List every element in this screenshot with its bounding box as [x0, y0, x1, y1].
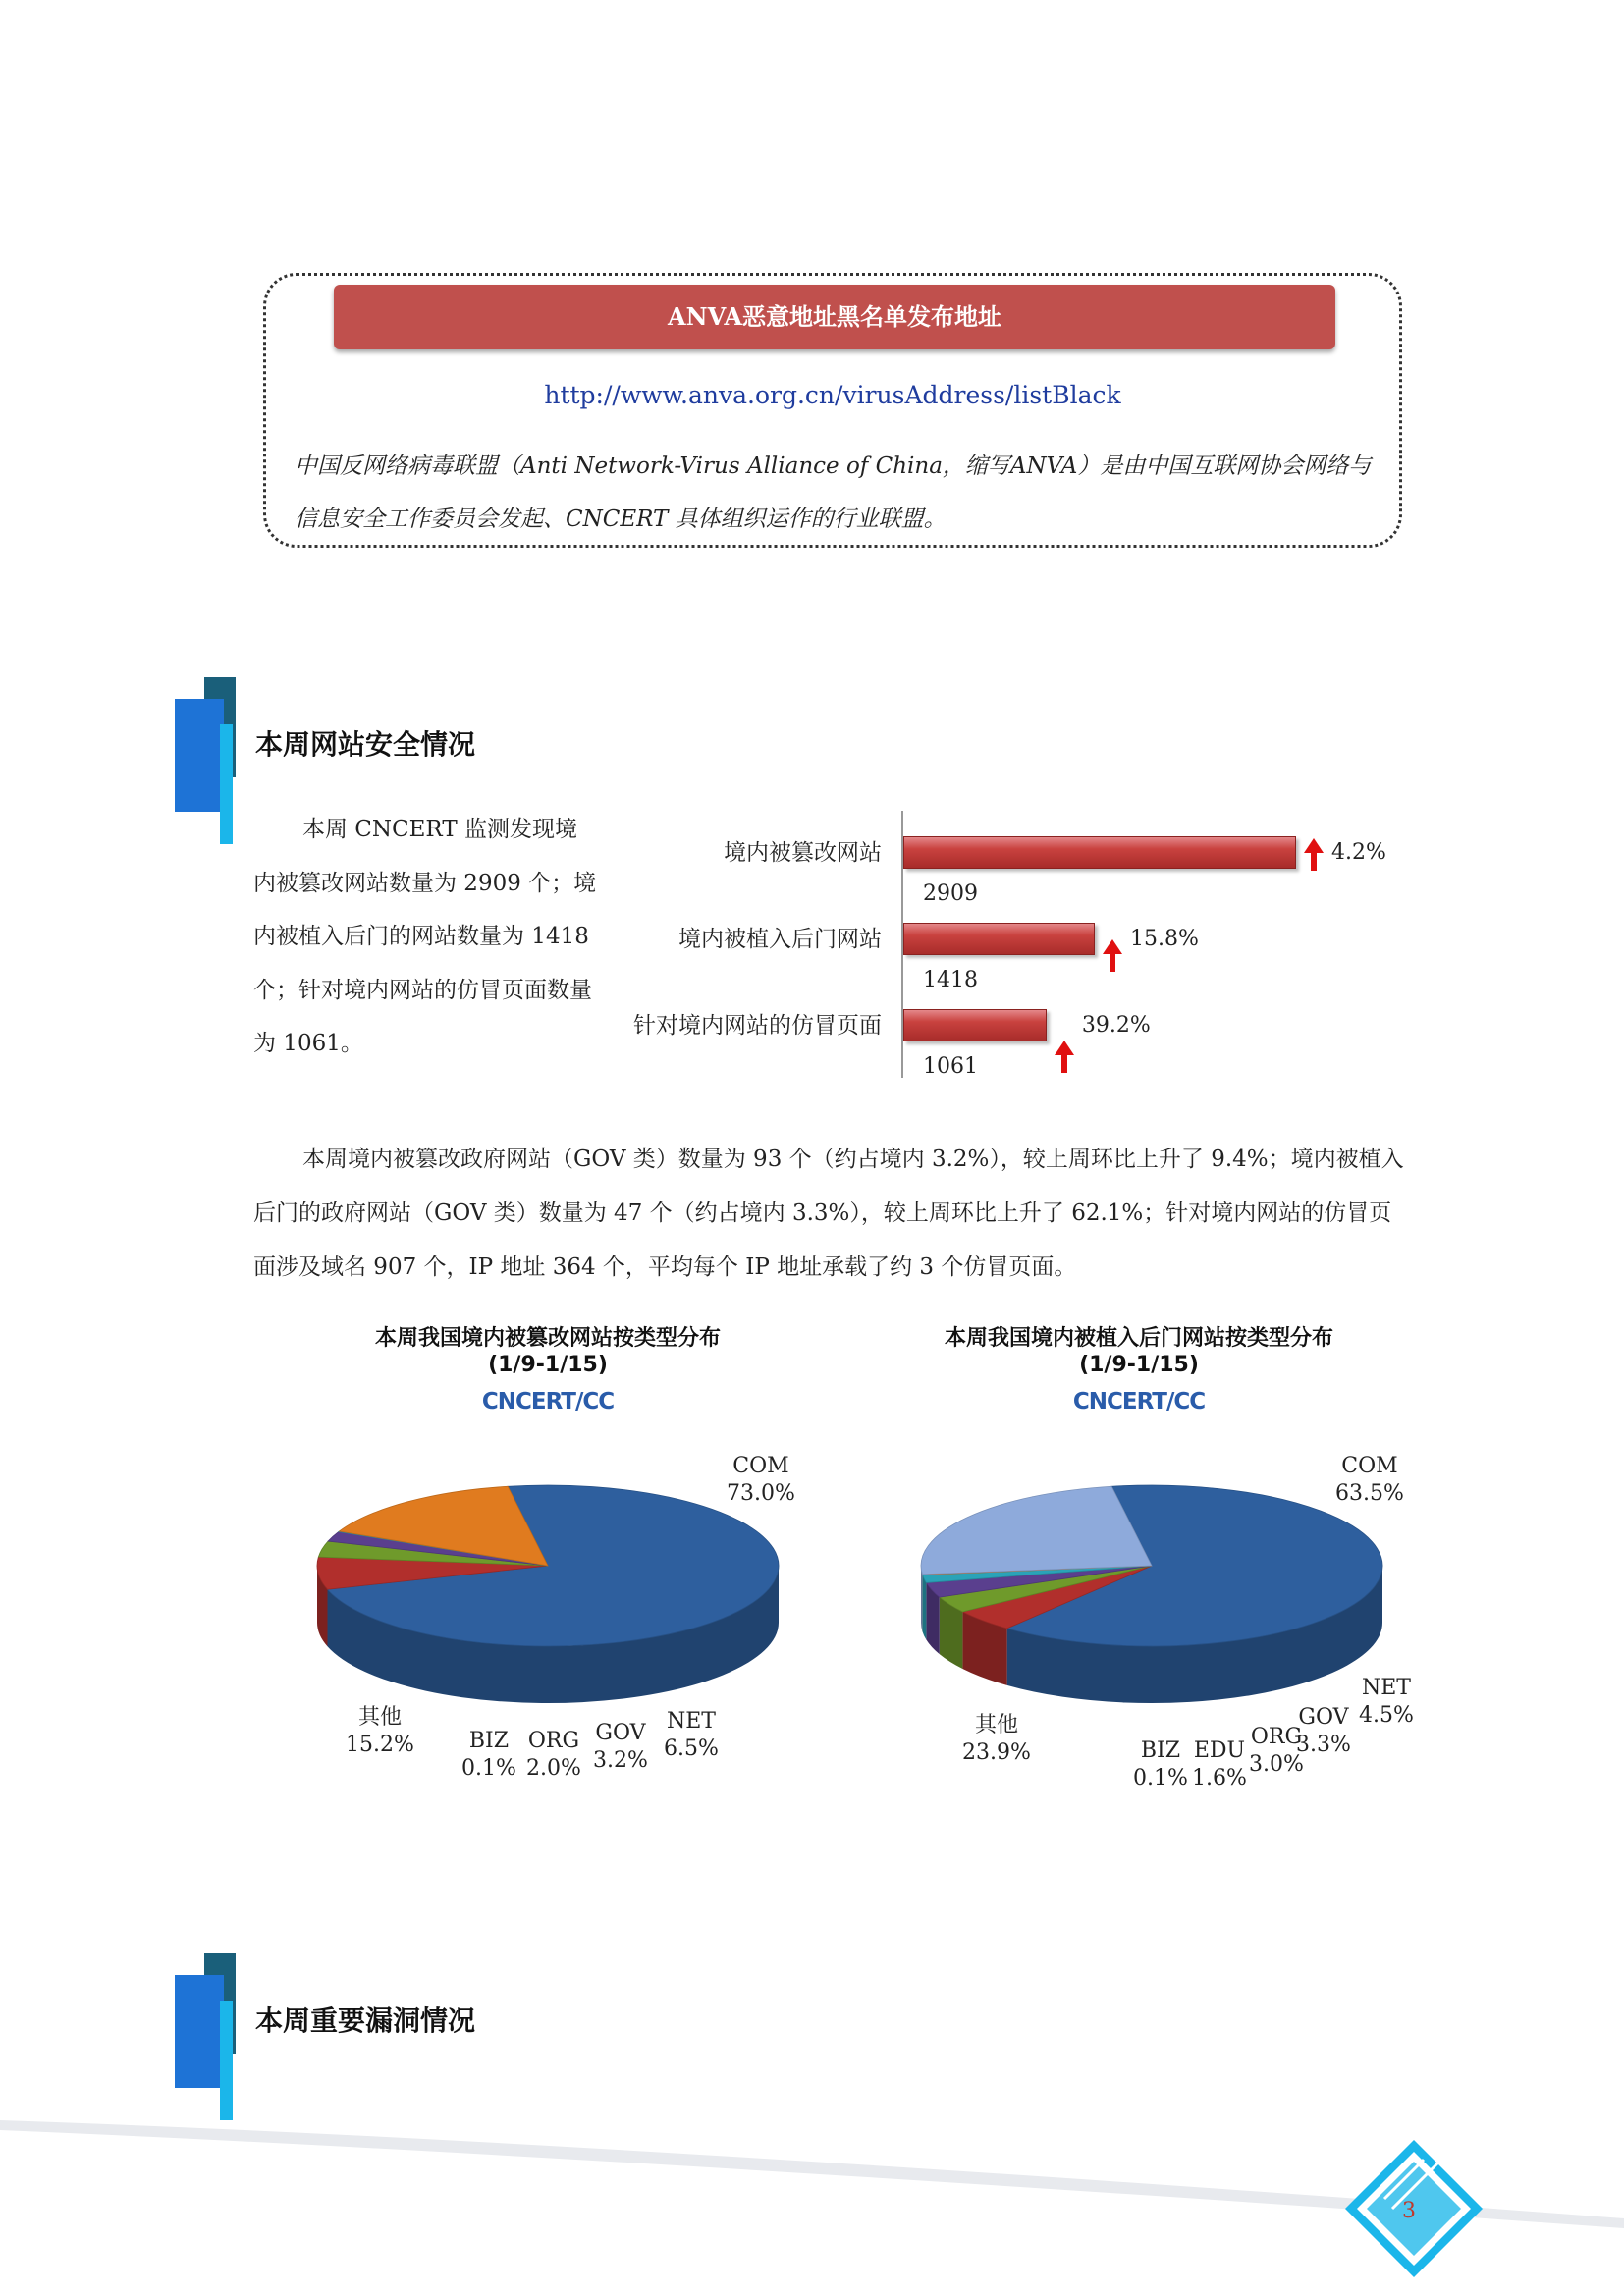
bar-change-label: 15.8% — [1129, 927, 1199, 951]
bar-value-label: 2909 — [923, 881, 978, 906]
pie1-title: 本周我国境内被篡改网站按类型分布 — [374, 1326, 721, 1351]
anva-title-banner: ANVA恶意地址黑名单发布地址 — [334, 285, 1335, 349]
pie-slice-side — [923, 1575, 927, 1639]
page-number: 3 — [1402, 2199, 1416, 2223]
bar-category-label: 针对境内网站的仿冒页面 — [633, 1013, 882, 1039]
up-arrow-icon — [1304, 838, 1324, 853]
pie1-subtitle: (1/9-1/15) — [488, 1353, 608, 1377]
anva-description: 中国反网络病毒联盟（Anti Network-Virus Alliance of China，缩写ANVA）是由中国互联网协会网络与信息安全工作委员会发起、CNCERT 具体组织运作的行业联盟。 — [295, 454, 1372, 532]
bar-category-label: 境内被篡改网站 — [724, 840, 882, 866]
pie-label: NET 6.5% — [664, 1709, 719, 1761]
bar — [903, 836, 1296, 869]
pie-slice-side — [921, 1566, 922, 1631]
bar-change-label: 4.2% — [1330, 840, 1386, 865]
pie-slice-其他 — [921, 1486, 1152, 1575]
pie-label: 其他 23.9% — [962, 1713, 1031, 1765]
section-heading-website-security: 本周网站安全情况 — [255, 728, 476, 761]
bar-change-label: 39.2% — [1081, 1013, 1151, 1038]
section-marker-icon — [175, 1953, 244, 2120]
pie-label: ORG 2.0% — [526, 1729, 581, 1781]
section-heading-vulnerabilities: 本周重要漏洞情况 — [255, 2004, 476, 2037]
pie-label: GOV 3.2% — [593, 1721, 648, 1773]
pie2-cncert-logo: CNCERT/CC — [1072, 1389, 1206, 1415]
bar-value-label: 1061 — [923, 1054, 978, 1079]
pie-label: EDU 1.6% — [1192, 1738, 1247, 1790]
section-marker-icon — [175, 677, 244, 844]
up-arrow-icon — [1103, 939, 1122, 954]
detail-paragraph: 本周境内被篡改政府网站（GOV 类）数量为 93 个（约占境内 3.2%），较上周环比上升了 9.4%；境内被植入后门的政府网站（GOV 类）数量为 47 个（约占境内 3.3%），较上周环比上升了 62.1%；针对境内网站的仿冒页面涉及域名 907 个，IP 地址 364 个，平均每个 IP 地址承载了约 3 个仿冒页面。 — [253, 1147, 1404, 1280]
pie-label: 其他 15.2% — [346, 1705, 414, 1757]
pie2-subtitle: (1/9-1/15) — [1079, 1353, 1199, 1377]
pie-label: ORG 3.0% — [1249, 1725, 1304, 1777]
pie-label: GOV 3.3% — [1296, 1705, 1351, 1757]
pie2-title: 本周我国境内被植入后门网站按类型分布 — [944, 1326, 1333, 1351]
bar — [903, 1009, 1047, 1041]
bar — [903, 923, 1095, 955]
pie-label: BIZ 0.1% — [461, 1729, 516, 1781]
pie2-chart — [908, 1472, 1399, 1728]
up-arrow-icon — [1055, 1041, 1074, 1055]
bar-value-label: 1418 — [923, 968, 978, 992]
pie-label: COM 63.5% — [1335, 1454, 1404, 1506]
pie1-cncert-logo: CNCERT/CC — [481, 1389, 615, 1415]
pie1-chart — [304, 1472, 795, 1728]
pie-label: NET 4.5% — [1359, 1676, 1414, 1728]
summary-paragraph: 本周 CNCERT 监测发现境内被篡改网站数量为 2909 个；境内被植入后门的网站数量为 1418 个；针对境内网站的仿冒页面数量为 1061。 — [253, 817, 597, 1056]
pie-label: COM 73.0% — [727, 1454, 795, 1506]
pie-label: BIZ 0.1% — [1133, 1738, 1188, 1790]
bar-category-label: 境内被植入后门网站 — [678, 927, 882, 952]
anva-url-link[interactable]: http://www.anva.org.cn/virusAddress/listBlack — [544, 381, 1121, 409]
